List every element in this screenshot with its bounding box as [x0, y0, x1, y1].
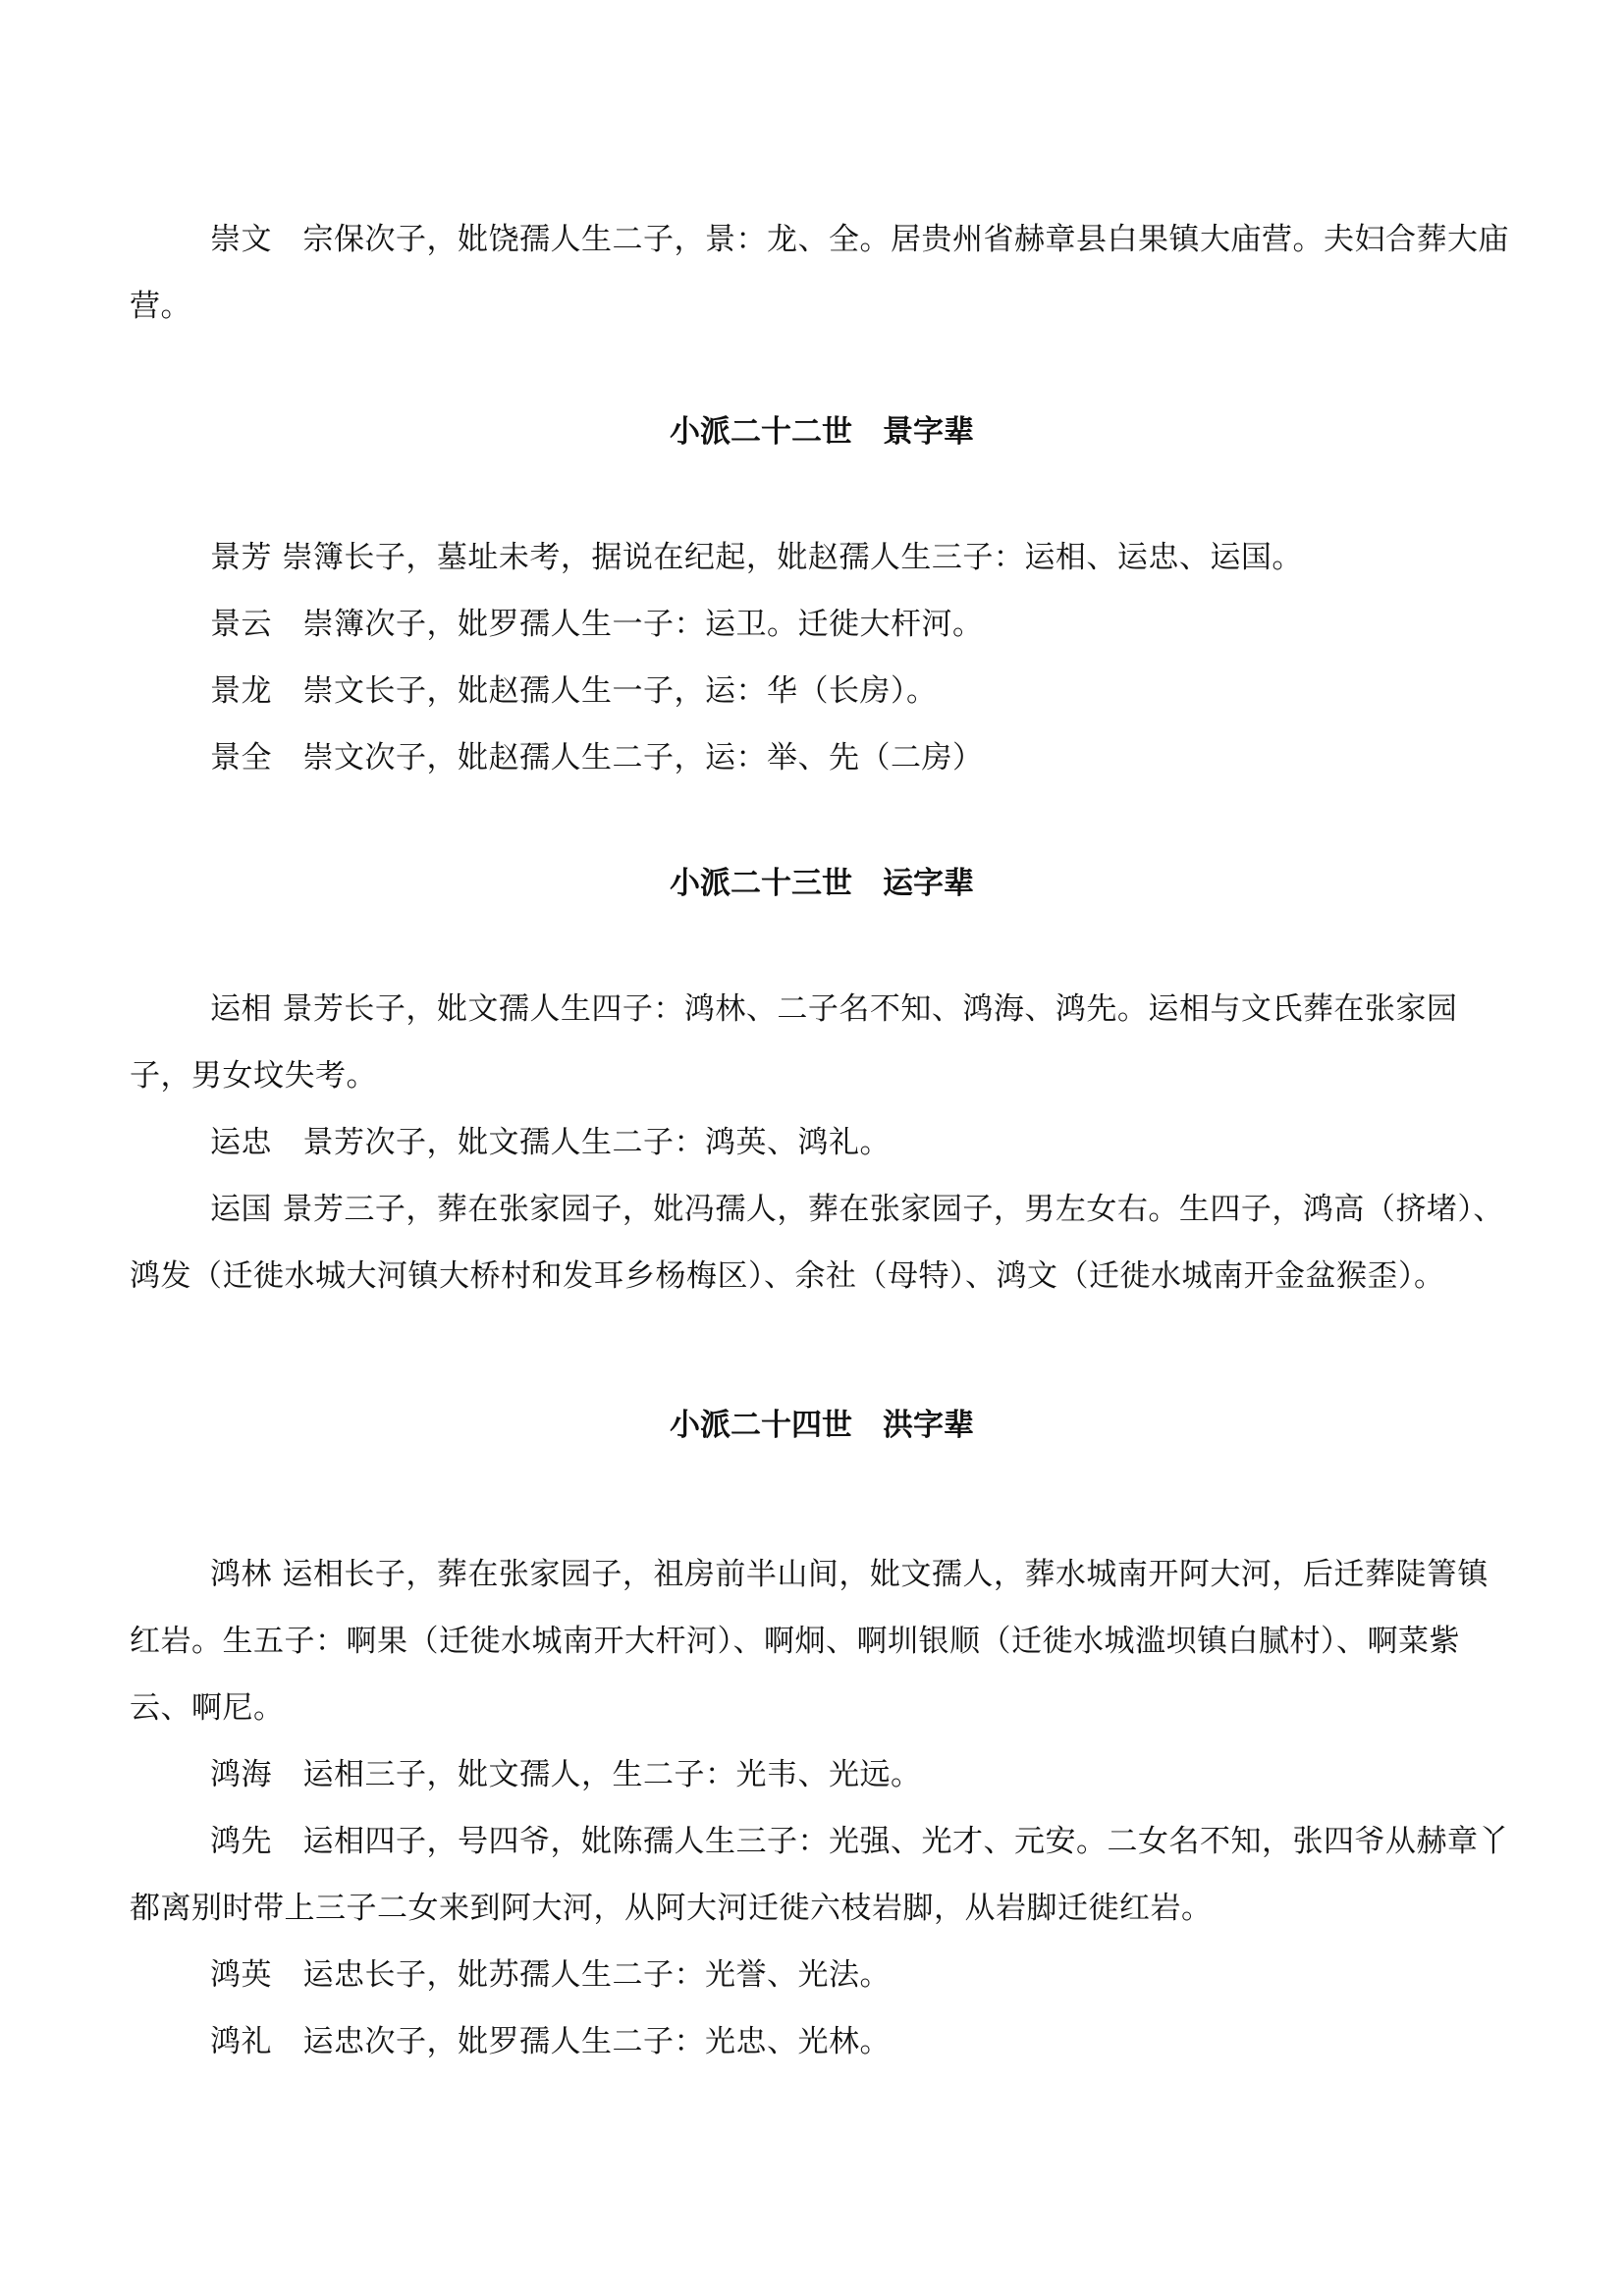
section-heading: 小派二十二世 景字辈 [670, 414, 974, 450]
entry-paragraph: 景龙 崇文长子，妣赵孺人生一子，运：华（长房）。 [210, 673, 938, 709]
spacer [130, 791, 1514, 850]
entry-paragraph: 鸿英 运忠长子，妣苏孺人生二子：光誉、光法。 [210, 1957, 891, 1993]
entry-paragraph: 运国 景芳三子，葬在张家园子，妣冯孺人，葬在张家园子，男左女右。生四子，鸿高（挤堵）、鸿发（迁徙水城大河镇大桥村和发耳乡杨梅区）、余社（母特）、鸿文（迁徙水城南开金盆猴歪）。 [130, 1192, 1504, 1294]
entry-paragraph: 鸿礼 运忠次子，妣罗孺人生二子：光忠、光林。 [210, 2024, 891, 2059]
spacer [130, 1459, 1514, 1541]
entry-paragraph: 景全 崇文次子，妣赵孺人生二子，运：举、先（二房） [210, 740, 984, 775]
spacer [130, 1309, 1514, 1392]
section-heading: 小派二十四世 洪字辈 [670, 1408, 974, 1443]
entry-paragraph: 鸿先 运相四子，号四爷，妣陈孺人生三子：光强、光才、元安。二女名不知，张四爷从赫章丫都离别时带上三子二女来到阿大河，从阿大河迁徙六枝岩脚，从岩脚迁徙红岩。 [130, 1824, 1509, 1926]
entry-paragraph: 运忠 景芳次子，妣文孺人生二子：鸿英、鸿礼。 [210, 1125, 891, 1160]
entry-paragraph: 景云 崇簿次子，妣罗孺人生一子：运卫。迁徙大杆河。 [210, 607, 984, 642]
entry-paragraph: 运相 景芳长子，妣文孺人生四子：鸿林、二子名不知、鸿海、鸿先。运相与文氏葬在张家园子，男女坟失考。 [130, 991, 1458, 1094]
spacer [130, 465, 1514, 524]
spacer [130, 340, 1514, 399]
entry-paragraph: 景芳 崇簿长子，墓址未考，据说在纪起，妣赵孺人生三子：运相、运忠、运国。 [210, 540, 1303, 575]
spacer [130, 917, 1514, 976]
entry-paragraph: 崇文 宗保次子，妣饶孺人生二子，景：龙、全。居贵州省赫章县白果镇大庙营。夫妇合葬大庙营。 [130, 222, 1509, 324]
document-body [130, 206, 1514, 2075]
entry-paragraph: 鸿海 运相三子，妣文孺人，生二子：光韦、光远。 [210, 1757, 922, 1792]
entry-paragraph: 鸿林 运相长子，葬在张家园子，祖房前半山间，妣文孺人，葬水城南开阿大河，后迁葬陡箐镇红岩。生五子：啊果（迁徙水城南开大杆河）、啊炯、啊圳银顺（迁徙水城滥坝镇白腻村）、啊菜紫云、啊尼。 [130, 1557, 1489, 1726]
section-heading: 小派二十三世 运字辈 [670, 866, 974, 901]
